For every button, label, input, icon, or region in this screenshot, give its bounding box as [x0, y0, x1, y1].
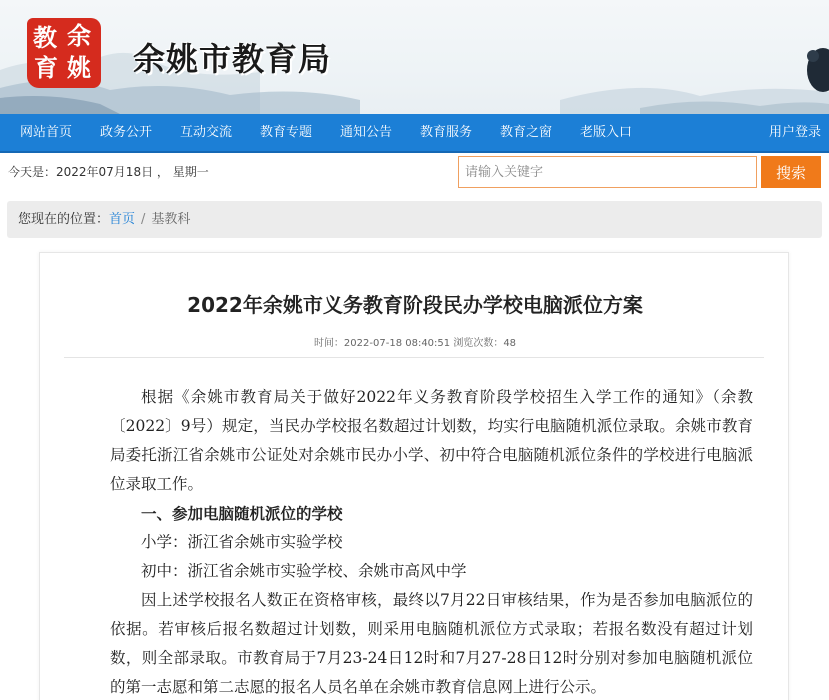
article-meta: 时间：2022-07-18 08:40:51 浏览次数：48	[313, 338, 517, 349]
title-divider	[64, 357, 764, 358]
logo-seal[interactable]	[27, 18, 101, 88]
nav-item-notices[interactable]: 通知公告	[340, 125, 393, 140]
header-banner	[0, 0, 829, 114]
paragraph: 初中：浙江省余姚市实验学校、余姚市高风中学	[141, 562, 467, 580]
article-title: 2022年余姚市义务教育阶段民办学校电脑派位方案	[187, 293, 643, 317]
article-card	[39, 252, 789, 700]
site-title[interactable]: 余姚市教育局	[133, 40, 332, 78]
nav-item-special-topics[interactable]: 教育专题	[260, 125, 313, 140]
figure-decoration	[799, 40, 829, 96]
breadcrumb-current[interactable]: 基教科	[151, 212, 191, 227]
nav-item-gov-affairs[interactable]: 政务公开	[100, 125, 153, 140]
logo-char: 教	[33, 23, 57, 52]
user-login-link[interactable]: 用户登录	[769, 125, 822, 140]
nav-item-home[interactable]: 网站首页	[20, 125, 73, 140]
logo-char: 姚	[67, 53, 91, 82]
nav-item-services[interactable]: 教育服务	[420, 125, 473, 140]
section-heading: 一、参加电脑随机派位的学校	[141, 504, 343, 523]
paragraph: 因上述学校报名人数正在资格审核，最终以7月22日审核结果，作为是否参加电脑派位的依据。若审核后报名数超过计划数，则采用电脑随机派位方式录取；若报名数没有超过计划数，则全部录取。市教育局于7月23-24日12时和7月27-28日12时分别对参加电脑随机派位的第一志愿和第二志愿的报名人员名单在余姚市教育信息网上进行公示。	[110, 591, 753, 696]
paragraph: 根据《余姚市教育局关于做好2022年义务教育阶段学校招生入学工作的通知》（余教〔2022〕9号）规定，当民办学校报名数超过计划数，均实行电脑随机派位录取。余姚市教育局委托浙江省余姚市公证处对余姚市民办小学、初中符合电脑随机派位条件的学校进行电脑派位录取工作。	[110, 388, 753, 493]
paragraph: 小学：浙江省余姚市实验学校	[141, 533, 343, 551]
logo-char: 育	[34, 53, 58, 82]
mountain-landscape-decoration	[0, 0, 829, 114]
logo-char: 余	[67, 21, 91, 50]
breadcrumb-home-link[interactable]: 首页	[109, 212, 136, 227]
breadcrumb-prefix: 您现在的位置：	[18, 212, 110, 227]
nav-item-window[interactable]: 教育之窗	[500, 125, 553, 140]
nav-item-interaction[interactable]: 互动交流	[180, 125, 233, 140]
article-body	[110, 383, 753, 700]
main-nav	[0, 114, 829, 153]
breadcrumb-separator: /	[141, 212, 146, 227]
current-date: 今天是：2022年07月18日 ， 星期一	[8, 165, 209, 179]
search-input[interactable]	[458, 156, 757, 188]
breadcrumb	[7, 201, 822, 238]
nav-item-old-version[interactable]: 老版入口	[580, 125, 633, 140]
search-button[interactable]: 搜索	[761, 156, 821, 188]
